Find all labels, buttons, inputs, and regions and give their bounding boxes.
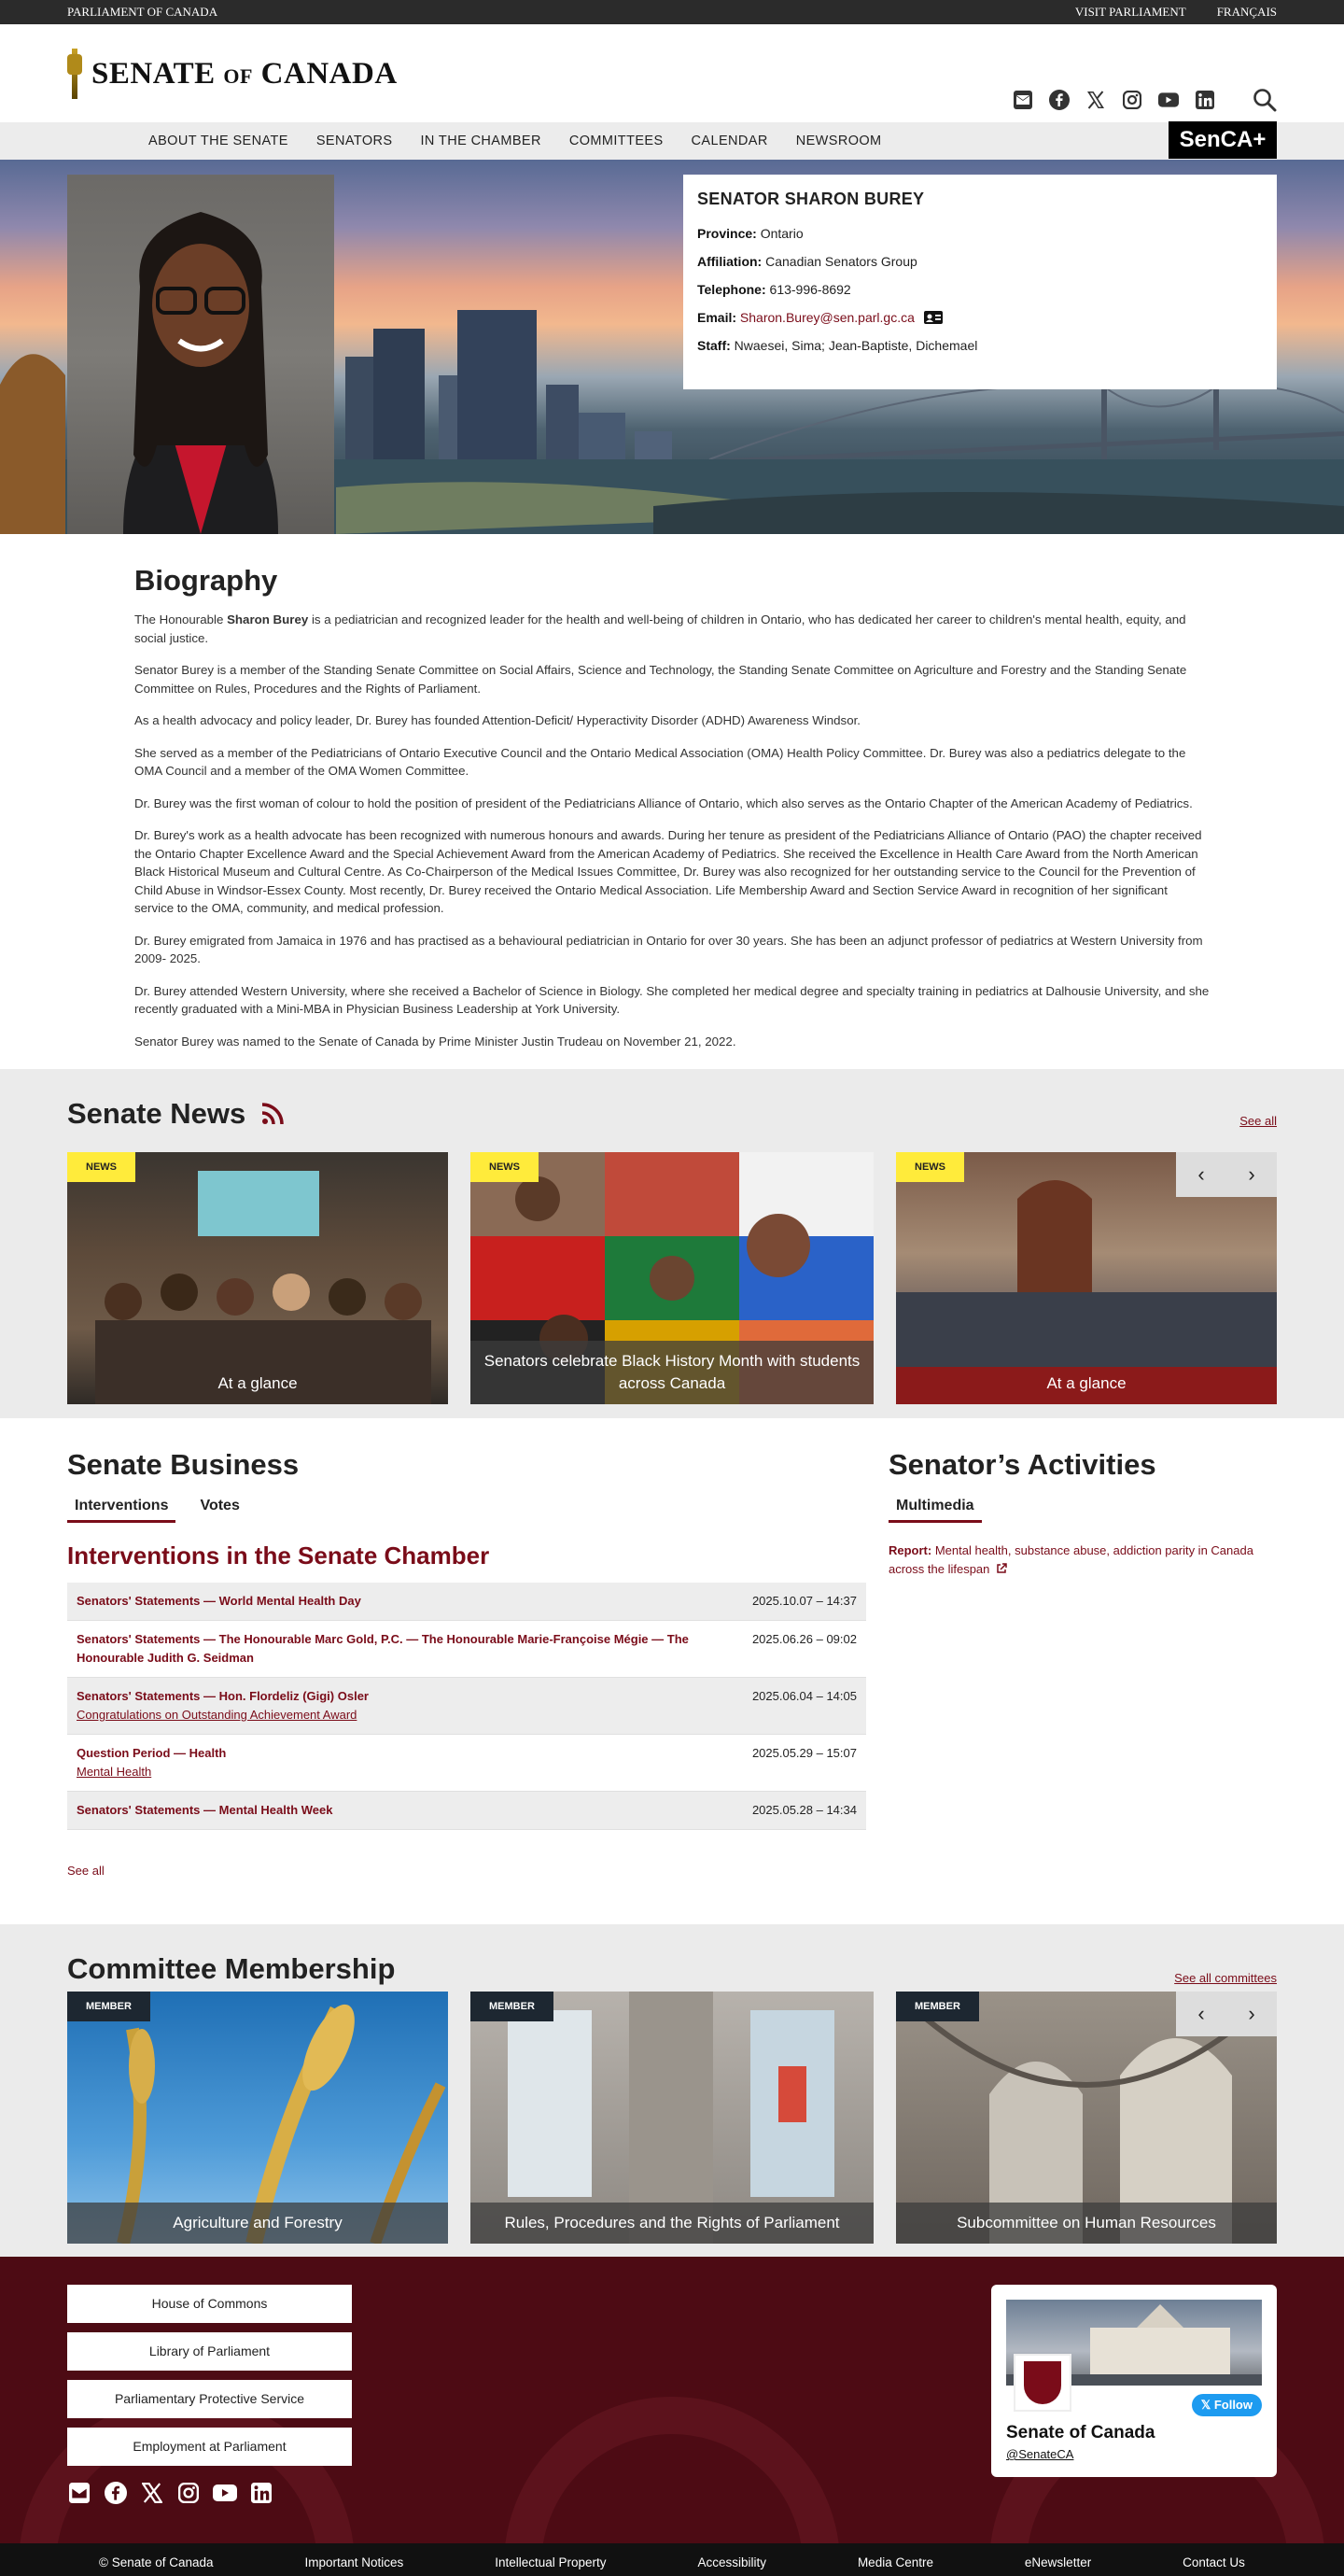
- intervention-link[interactable]: Senators' Statements — The Honourable Marc Gold, P.C. — The Honourable Marie-Françoise Mégie — The Honourable Judith G. Seidman: [77, 1632, 689, 1665]
- interventions-see-all-link[interactable]: See all: [67, 1864, 105, 1878]
- tab-multimedia[interactable]: Multimedia: [889, 1498, 982, 1523]
- biography-section: [0, 534, 1344, 1069]
- committee-card[interactable]: [67, 1992, 448, 2244]
- intervention-link[interactable]: Senators' Statements — Mental Health Week: [77, 1803, 333, 1817]
- news-badge: NEWS: [470, 1152, 539, 1182]
- rss-icon[interactable]: [260, 1102, 285, 1126]
- nav-newsroom[interactable]: NEWSROOM: [795, 134, 882, 148]
- intervention-date: 2025.05.28 – 14:34: [751, 1803, 857, 1817]
- main-nav: [0, 122, 1344, 160]
- site-header: [0, 24, 1344, 122]
- table-row: [67, 1792, 866, 1830]
- committee-prev-button[interactable]: ‹: [1176, 1992, 1226, 2036]
- committee-next-button[interactable]: ›: [1226, 1992, 1277, 2036]
- table-row: [67, 1621, 866, 1678]
- table-row: [67, 1583, 866, 1621]
- parliament-brand[interactable]: PARLIAMENT OF CANADA: [67, 5, 218, 19]
- telephone-row: Telephone: 613-996-8692: [697, 282, 851, 297]
- site-footer: [0, 2257, 1344, 2543]
- footer-link-employment[interactable]: Employment at Parliament: [67, 2428, 352, 2466]
- bio-paragraph: Dr. Burey's work as a health advocate has been recognized with numerous honours and awards. During her tenure as president of the Pediatricians Alliance of Ontario (PAO) the chapter received the Ontario Chapter Excellence Award and the Special Achievement Award from the American Academy of Pediatrics. She received the Excellence in Health Care Award from the North American Black Historical Museum and Cultural Centre. As Co-Chairperson of the Medical Issues Committee, Dr. Burey was also recognized for her outstanding service to the Council for the Prevention of Child Abuse in Windsor-Essex County. Most recently, Dr. Burey received the Ontario Medical Association. Life Membership Award and Section Service Award in recognition of her significant service to the OMA, community, and medical profession.: [134, 828, 1202, 915]
- intervention-date: 2025.10.07 – 14:37: [751, 1594, 857, 1608]
- bio-paragraph: Dr. Burey attended Western University, where she received a Bachelor of Science in Biology. She completed her medical degree and specialty training in pediatrics at Dalhousie University, and she recently graduated with a Mini-MBA in Physician Business Leadership at York University.: [134, 983, 1210, 1016]
- report-link[interactable]: Report: Mental health, substance abuse, addiction parity in Canada across the lifespan: [889, 1543, 1253, 1576]
- affiliation-row: Affiliation: Canadian Senators Group: [697, 254, 917, 269]
- senator-info-card: [683, 175, 1277, 389]
- news-carousel-arrows: [1176, 1152, 1277, 1197]
- email-icon[interactable]: [67, 2481, 91, 2505]
- senator-bold-name: Sharon Burey: [227, 612, 309, 626]
- bio-paragraph: Senator Burey is a member of the Standing Senate Committee on Social Affairs, Science and Technology, the Standing Senate Committee on Agriculture and Forestry and the Standing Senate Committee on Rules, Procedures and the Rights of Parliament.: [134, 663, 1187, 696]
- province-row: Province: Ontario: [697, 226, 804, 241]
- interventions-heading: Interventions in the Senate Chamber: [67, 1541, 490, 1570]
- intervention-link[interactable]: Senators' Statements — World Mental Health Day: [77, 1594, 361, 1608]
- footer-intellectual-property[interactable]: Intellectual Property: [495, 2555, 607, 2569]
- tab-interventions[interactable]: Interventions: [67, 1498, 175, 1523]
- footer-link-house-of-commons[interactable]: House of Commons: [67, 2285, 352, 2323]
- linkedin-icon[interactable]: [249, 2481, 273, 2505]
- footer-links: [67, 2285, 352, 2475]
- email-link[interactable]: Sharon.Burey@sen.parl.gc.ca: [739, 310, 915, 325]
- email-icon[interactable]: [1013, 90, 1033, 110]
- footer-link-library[interactable]: Library of Parliament: [67, 2332, 352, 2371]
- table-row: [67, 1678, 866, 1735]
- affiliation-value: Canadian Senators Group: [765, 254, 917, 269]
- footer-bottom-bar: [0, 2543, 1344, 2576]
- x-account-name: Senate of Canada: [1006, 2423, 1155, 2442]
- language-toggle[interactable]: FRANÇAIS: [1216, 5, 1277, 19]
- x-profile-card: [991, 2285, 1277, 2477]
- mace-icon: [67, 49, 82, 99]
- news-next-button[interactable]: ›: [1226, 1152, 1277, 1197]
- email-row: Email: Sharon.Burey@sen.parl.gc.ca: [697, 310, 1263, 325]
- visit-parliament-link[interactable]: VISIT PARLIAMENT: [1074, 5, 1186, 19]
- senca-plus-button[interactable]: SenCA+: [1169, 121, 1277, 159]
- biography-title: Biography: [134, 564, 278, 597]
- committee-card-caption: Rules, Procedures and the Rights of Parliament: [470, 2203, 874, 2244]
- instagram-icon[interactable]: [1122, 90, 1142, 110]
- committee-card-caption: Subcommittee on Human Resources: [896, 2203, 1277, 2244]
- member-badge: MEMBER: [896, 1992, 979, 2021]
- news-prev-button[interactable]: ‹: [1176, 1152, 1226, 1197]
- committee-card-caption: Agriculture and Forestry: [67, 2203, 448, 2244]
- bio-paragraph: Dr. Burey emigrated from Jamaica in 1976 and has practised as a behavioural pediatrician in Ontario for over 30 years. She has been an adjunct professor of pediatrics at Western University from 2009- 2025.: [134, 933, 1203, 965]
- province-value: Ontario: [760, 226, 804, 241]
- nav-committees[interactable]: COMMITTEES: [568, 134, 664, 148]
- x-avatar: [1014, 2354, 1071, 2412]
- committee-carousel: [67, 1992, 1277, 2244]
- news-carousel: [67, 1152, 1277, 1404]
- bio-paragraph: The Honourable Sharon Burey is a pediatrician and recognized leader for the health and well-being of children in Ontario, who has dedicated her career to children's mental health, equity, and social justice.: [134, 612, 1186, 645]
- x-icon[interactable]: [140, 2481, 164, 2505]
- facebook-icon[interactable]: [104, 2481, 128, 2505]
- x-account-handle[interactable]: @SenateCA: [1006, 2447, 1074, 2461]
- news-card-caption: At a glance: [1046, 1374, 1127, 1392]
- facebook-icon[interactable]: [1049, 90, 1070, 110]
- x-banner-image: [1006, 2300, 1262, 2386]
- logo-word-of: OF: [223, 63, 253, 88]
- intervention-date: 2025.06.04 – 14:05: [751, 1689, 857, 1703]
- senate-business-title: Senate Business: [67, 1448, 300, 1481]
- news-see-all-link[interactable]: See all: [1239, 1114, 1277, 1128]
- report-item: [889, 1541, 1277, 1579]
- news-card[interactable]: [896, 1152, 1277, 1404]
- footer-link-protective-service[interactable]: Parliamentary Protective Service: [67, 2380, 352, 2418]
- intervention-date: 2025.05.29 – 15:07: [751, 1746, 857, 1760]
- staff-row: Staff: Nwaesei, Sima; Jean-Baptiste, Dichemael: [697, 338, 978, 353]
- contact-card-icon[interactable]: [924, 311, 943, 324]
- x-icon[interactable]: [1085, 90, 1106, 110]
- x-follow-button[interactable]: 𝕏 Follow: [1192, 2394, 1262, 2416]
- staff-value: Nwaesei, Sima; Jean-Baptiste, Dichemael: [734, 338, 978, 353]
- news-card[interactable]: [67, 1152, 448, 1404]
- nav-in-the-chamber[interactable]: IN THE CHAMBER: [420, 134, 541, 148]
- senator-hero: [0, 160, 1344, 534]
- nav-about[interactable]: ABOUT THE SENATE: [148, 134, 288, 148]
- footer-accessibility[interactable]: Accessibility: [697, 2555, 766, 2569]
- search-icon[interactable]: [1253, 88, 1277, 112]
- committee-membership-title: Committee Membership: [67, 1952, 396, 1985]
- intervention-subtitle[interactable]: Mental Health: [77, 1765, 152, 1779]
- copyright: © Senate of Canada: [99, 2555, 214, 2569]
- footer-social-links: [67, 2481, 286, 2505]
- intervention-link[interactable]: Question Period — Health: [77, 1746, 227, 1760]
- news-badge: NEWS: [67, 1152, 135, 1182]
- activities-title: Senator’s Activities: [889, 1448, 1156, 1481]
- footer-contact-us[interactable]: Contact Us: [1183, 2555, 1245, 2569]
- tab-votes[interactable]: Votes: [200, 1498, 240, 1513]
- intervention-link[interactable]: Senators' Statements — Hon. Flordeliz (Gigi) Osler: [77, 1689, 369, 1703]
- bio-paragraph: As a health advocacy and policy leader, Dr. Burey has founded Attention-Deficit/ Hyperactivity Disorder (ADHD) Awareness Windsor.: [134, 713, 861, 727]
- senate-business-section: [0, 1418, 1344, 1924]
- committee-membership-section: [0, 1924, 1344, 2257]
- senate-news-title: Senate News: [67, 1097, 285, 1131]
- interventions-table: [67, 1583, 866, 1830]
- news-card-caption: At a glance: [217, 1374, 298, 1392]
- committee-card[interactable]: [470, 1992, 874, 2244]
- youtube-icon[interactable]: [1158, 90, 1179, 110]
- youtube-icon[interactable]: [213, 2481, 237, 2505]
- senate-news-section: [0, 1069, 1344, 1418]
- instagram-icon[interactable]: [176, 2481, 201, 2505]
- business-tabs: [67, 1498, 264, 1523]
- footer-enewsletter[interactable]: eNewsletter: [1024, 2555, 1092, 2569]
- footer-media-centre[interactable]: Media Centre: [857, 2555, 933, 2569]
- member-badge: MEMBER: [470, 1992, 553, 2021]
- nav-calendar[interactable]: CALENDAR: [691, 134, 768, 148]
- news-card-caption: Senators celebrate Black History Month with students across Canada: [470, 1341, 874, 1404]
- bio-paragraph: Senator Burey was named to the Senate of Canada by Prime Minister Justin Trudeau on November 21, 2022.: [134, 1034, 736, 1049]
- footer-important-notices[interactable]: Important Notices: [304, 2555, 404, 2569]
- logo-word-canada: CANADA: [260, 56, 398, 91]
- committee-card[interactable]: [896, 1992, 1277, 2244]
- senator-name: SENATOR SHARON BUREY: [697, 190, 925, 208]
- intervention-subtitle[interactable]: Congratulations on Outstanding Achievement Award: [77, 1708, 357, 1722]
- bio-paragraph: She served as a member of the Pediatricians of Ontario Executive Council and the Ontario Medical Association (OMA) Health Policy Committee. Dr. Burey was also a pediatrics delegate to the OMA Council and a member of the OMA Women Committee.: [134, 745, 1186, 778]
- top-bar: [0, 0, 1344, 24]
- senator-portrait: [67, 175, 334, 534]
- external-link-icon: [996, 1563, 1007, 1574]
- bio-paragraph: Dr. Burey was the first woman of colour to hold the position of president of the Pediatricians Alliance of Ontario, which also serves as the Ontario Chapter of the American Academy of Pediatrics.: [134, 795, 1193, 810]
- committees-see-all-link[interactable]: See all committees: [1174, 1971, 1277, 1985]
- member-badge: MEMBER: [67, 1992, 150, 2021]
- linkedin-icon[interactable]: [1195, 90, 1215, 110]
- committee-carousel-arrows: [1176, 1992, 1277, 2036]
- senate-logo[interactable]: [67, 49, 398, 99]
- header-social-links: [997, 88, 1277, 112]
- intervention-date: 2025.06.26 – 09:02: [751, 1632, 857, 1646]
- news-badge: NEWS: [896, 1152, 964, 1182]
- table-row: [67, 1735, 866, 1792]
- news-card[interactable]: [470, 1152, 874, 1404]
- nav-senators[interactable]: SENATORS: [315, 134, 393, 148]
- telephone-value: 613-996-8692: [769, 282, 851, 297]
- logo-word-senate: SENATE: [91, 56, 216, 91]
